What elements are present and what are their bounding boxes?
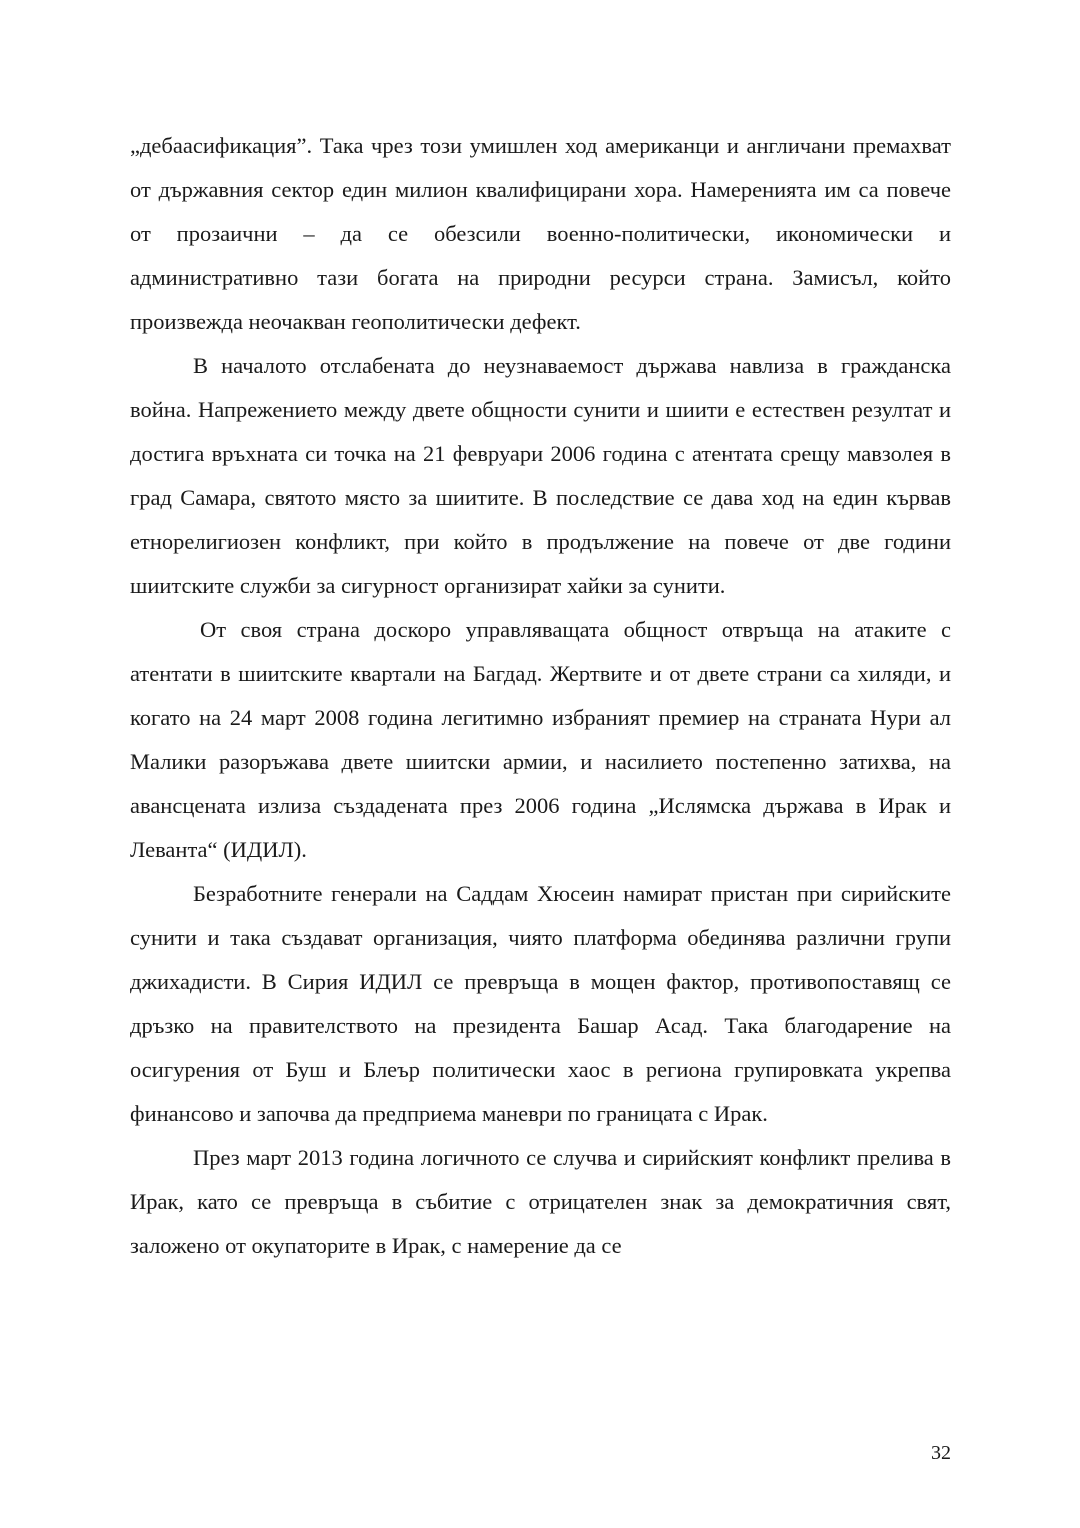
text-body	[130, 124, 951, 1268]
paragraph-4: Безработните генерали на Саддам Хюсеин намират пристан при сирийските сунити и така създават организация, чиято платформа обединява различни групи джихадисти. В Сирия ИДИЛ се превръща в мощен фактор, противопоставящ се дръзко на правителството на президента Башар Асад. Така благодарение на осигурения от Буш и Блеър политически хаос в региона групировката укрепва финансово и започва да предприема маневри по границата с Ирак.	[130, 881, 951, 1126]
paragraph-3: От своя страна доскоро управляващата общност отвръща на атаките с атентати в шиитските квартали на Багдад. Жертвите и от двете страни са хиляди, и когато на 24 март 2008 година легитимно избраният премиер на страната Нури ал Малики разоръжава двете шиитски армии, и насилието постепенно затихва, на авансцената излиза създадената през 2006 година „Ислямска държава в Ирак и Леванта“ (ИДИЛ).	[130, 617, 951, 862]
page-number: 32	[931, 1442, 951, 1464]
paragraph-1: „дебаасификация”. Така чрез този умишлен ход американци и англичани премахват от държавния сектор един милион квалифицирани хора. Намеренията им са повече от прозаични – да се обезсили военно-политически, икономически и административно тази богата на природни ресурси страна. Замисъл, който произвежда неочакван геополитически дефект.	[130, 133, 951, 334]
paragraph-5: През март 2013 година логичното се случва и сирийският конфликт прелива в Ирак, като се превръща в събитие с отрицателен знак за демократичния свят, заложено от окупаторите в Ирак, с намерение да се	[130, 1145, 951, 1258]
paragraph-2: В началото отслабената до неузнаваемост държава навлиза в гражданска война. Напрежението между двете общности сунити и шиити е естествен резултат и достига връхната си точка на 21 февруари 2006 година с атентата срещу мавзолея в град Самара, святото място за шиитите. В последствие се дава ход на един кървав етнорелигиозен конфликт, при който в продължение на повече от две години шиитските служби за сигурност организират хайки за сунити.	[130, 353, 951, 598]
